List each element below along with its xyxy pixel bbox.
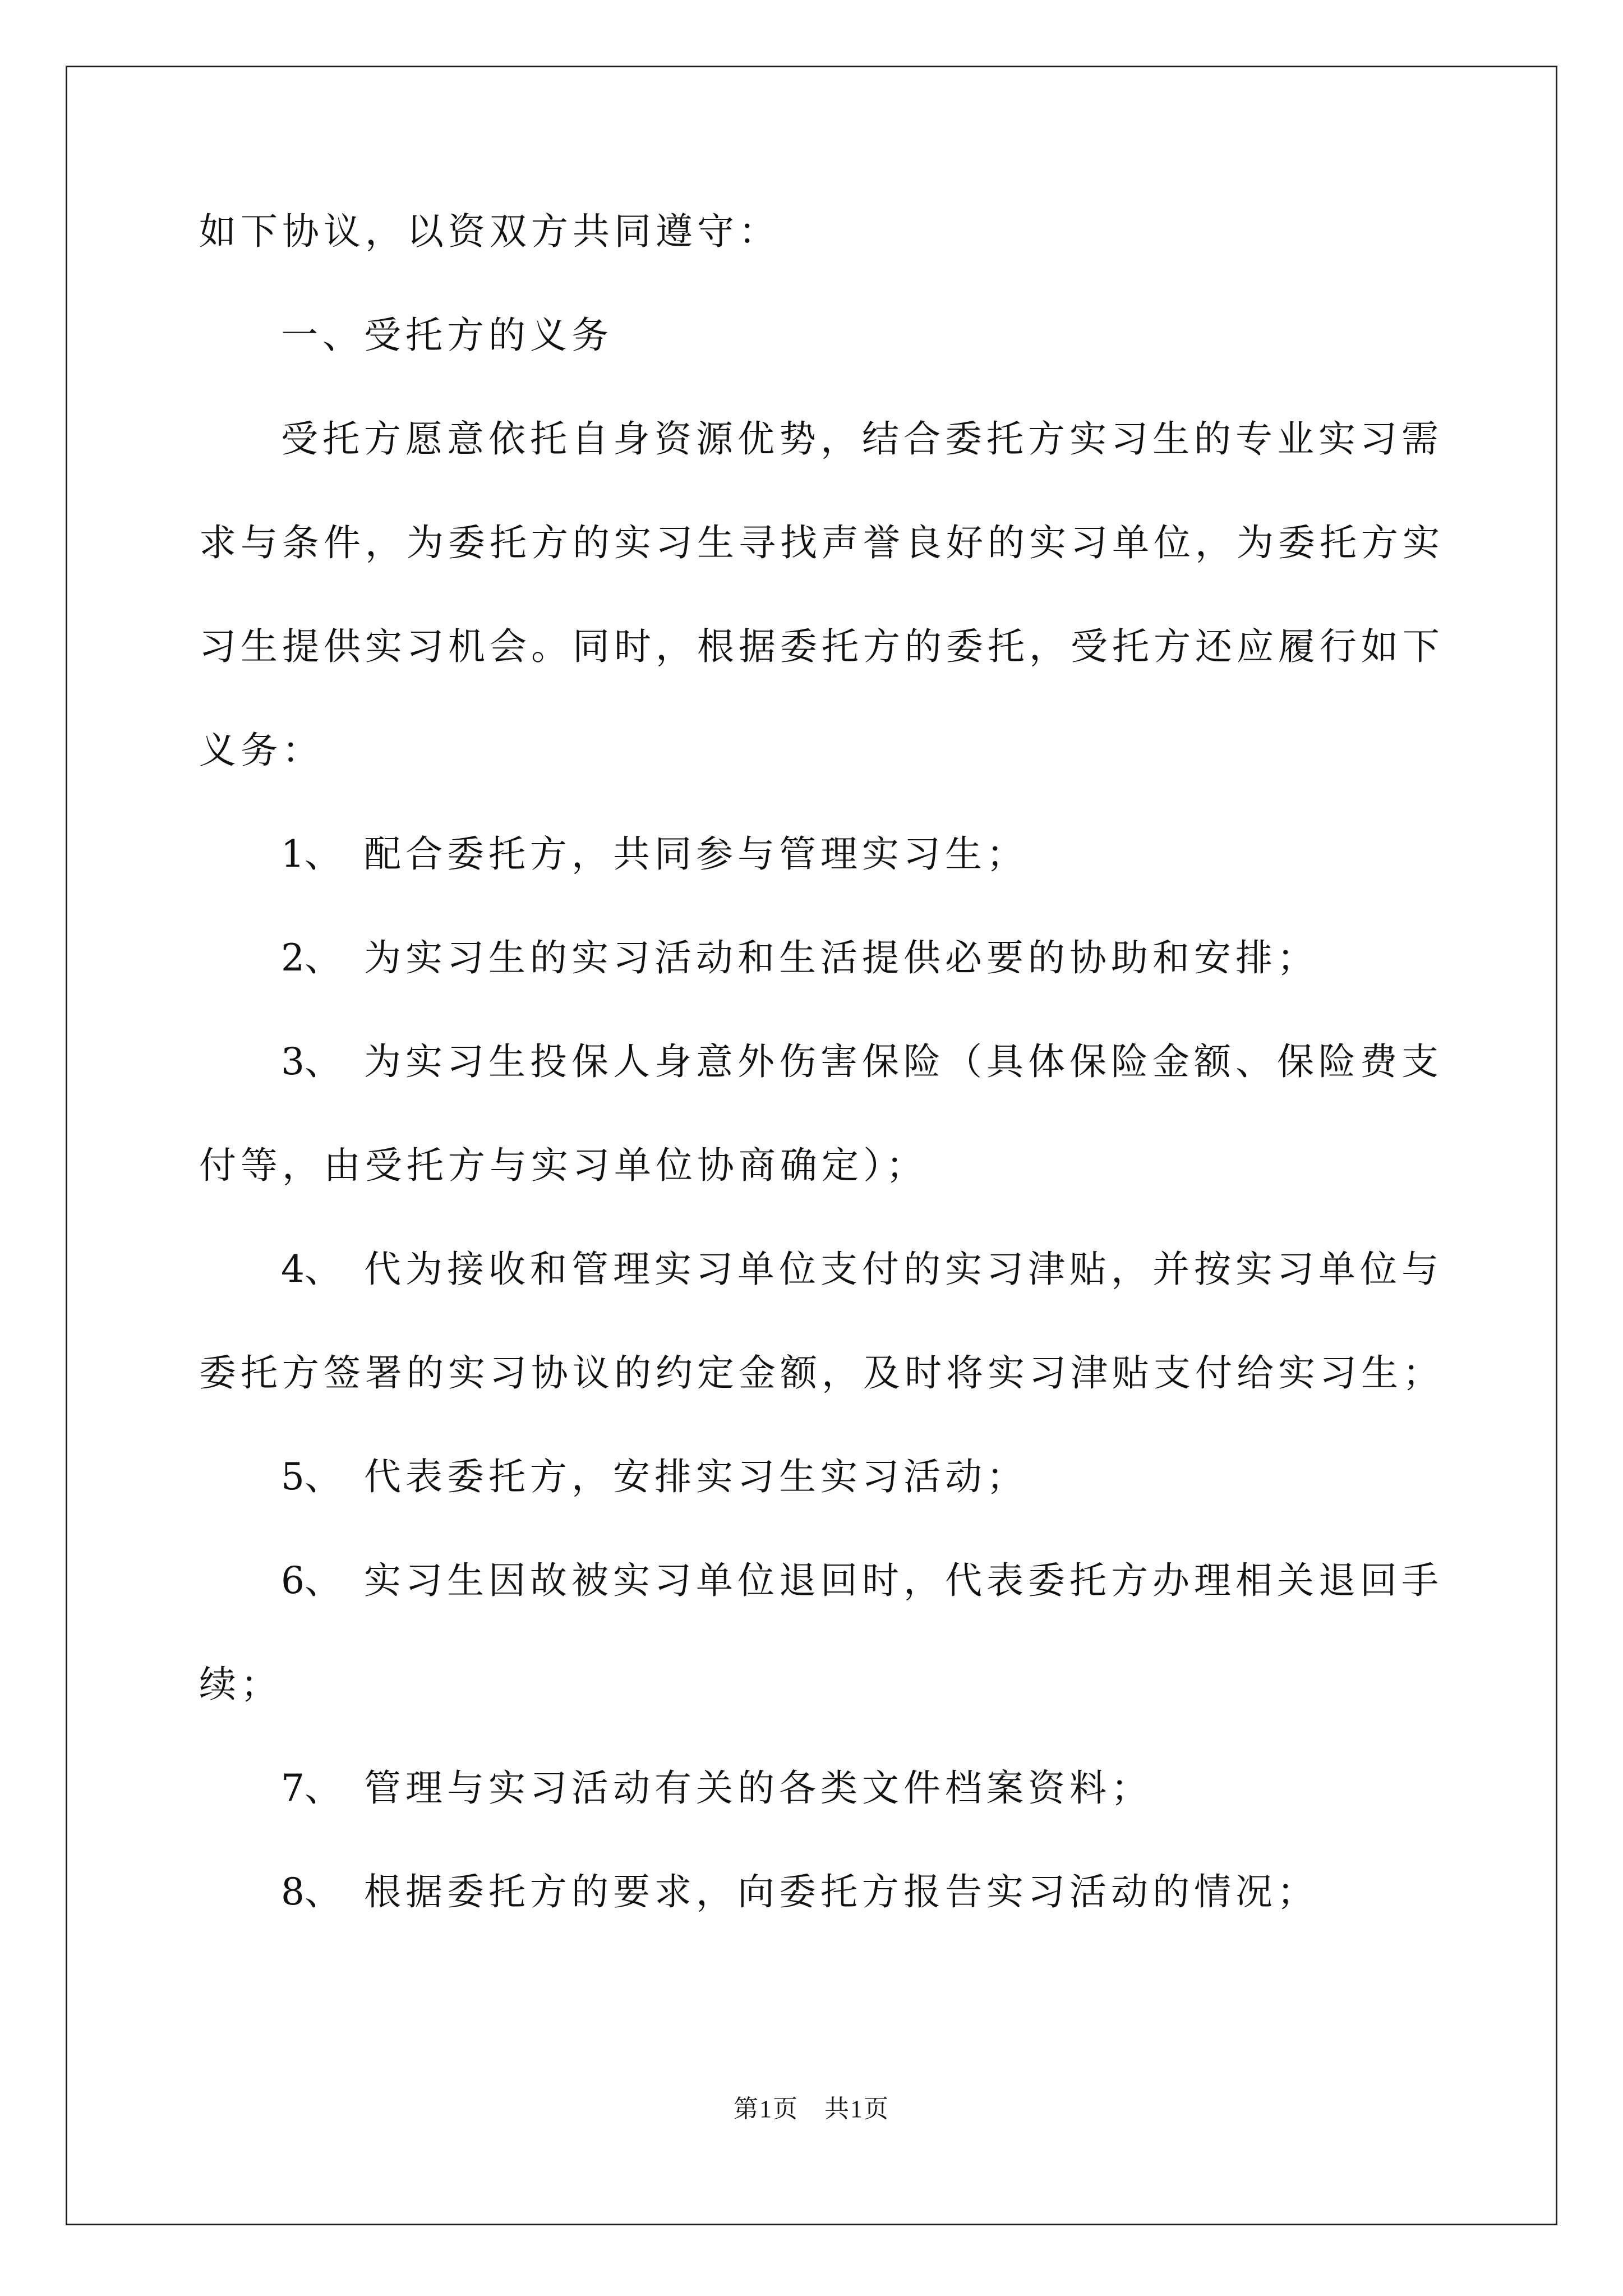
text-line: 委托方签署的实习协议的约定金额，及时将实习津贴支付给实习生； <box>199 1351 1444 1395</box>
list-number: 4、 <box>281 1248 342 1291</box>
list-item-text: 代表委托方，安排实习生实习活动； <box>364 1455 1028 1498</box>
list-number: 1、 <box>281 832 342 876</box>
list-item-text: 根据委托方的要求，向委托方报告实习活动的情况； <box>364 1870 1318 1913</box>
list-item-text: 为实习生投保人身意外伤害保险（具体保险金额、保险费支 <box>364 1040 1443 1083</box>
list-number: 5、 <box>281 1455 342 1498</box>
list-item <box>281 1867 1318 1917</box>
text-line: 付等，由受托方与实习单位协商确定）； <box>199 1144 928 1187</box>
list-item <box>281 1037 1443 1087</box>
list-item-text: 管理与实习活动有关的各类文件档案资料； <box>364 1766 1152 1810</box>
text-line: 习生提供实习机会。同时，根据委托方的委托，受托方还应履行如下 <box>199 625 1444 668</box>
text-line: 求与条件，为委托方的实习生寻找声誉良好的实习单位，为委托方实 <box>199 521 1444 564</box>
list-number: 2、 <box>281 936 342 979</box>
list-number: 8、 <box>281 1870 342 1913</box>
list-item <box>281 1452 1028 1502</box>
list-item-text: 配合委托方，共同参与管理实习生； <box>364 832 1028 876</box>
list-item-text: 代为接收和管理实习单位支付的实习津贴，并按实习单位与 <box>364 1248 1443 1291</box>
section-heading: 一、受托方的义务 <box>281 314 613 357</box>
list-item <box>281 1556 1443 1606</box>
list-item <box>281 829 1028 880</box>
list-number: 6、 <box>281 1559 342 1602</box>
text-line: 续； <box>199 1663 282 1706</box>
page-footer: 第1页 共1页 <box>734 2095 889 2123</box>
text-line: 义务： <box>199 729 324 772</box>
list-item <box>281 1244 1443 1295</box>
list-number: 3、 <box>281 1040 342 1083</box>
text-line: 如下协议，以资双方共同遵守： <box>199 210 780 253</box>
list-item <box>281 933 1318 983</box>
list-number: 7、 <box>281 1766 342 1810</box>
list-item-text: 为实习生的实习活动和生活提供必要的协助和安排； <box>364 936 1318 979</box>
list-item-text: 实习生因故被实习单位退回时，代表委托方办理相关退回手 <box>364 1559 1443 1602</box>
list-item <box>281 1763 1152 1814</box>
text-line: 受托方愿意依托自身资源优势，结合委托方实习生的专业实习需 <box>281 417 1443 461</box>
